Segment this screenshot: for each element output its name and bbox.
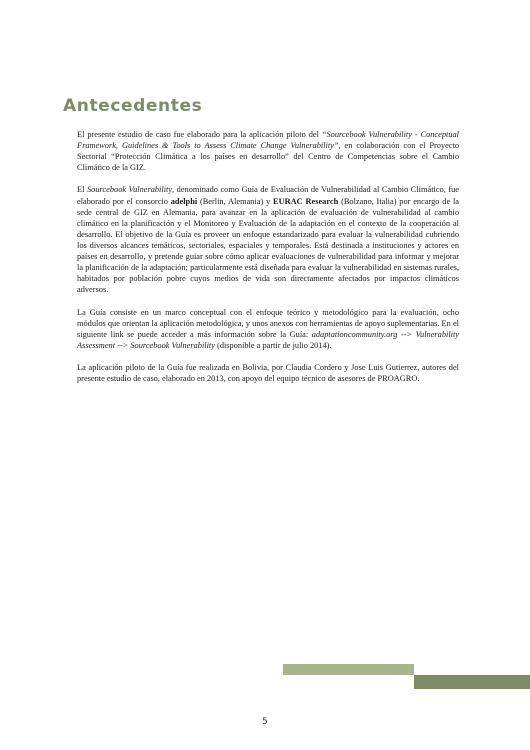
italic-text: “Sourcebook Vulnerability - Conceptual Framework, Guidelines & Tools to Assess Climate Change Vulnerability” <box>77 130 459 151</box>
paragraph-4: La aplicación piloto de la Guía fue realizada en Bolivia, por Claudia Cordero y Jose Luis Gutierrez, autores del presente estudio de caso, elaborado en 2013, con apoyo del equipo técnico de asesores de PROAGRO. <box>77 362 459 384</box>
paragraph-2: El Sourcebook Vulnerability, denominado como Guía de Evaluación de Vulnerabilidad al Cambio Climático, fue elaborado por el consorcio adelphi (Berlin, Alemania) y EURAC Research (Bolzano, Italia) por encargo de la sede central de GIZ en Alemania, para avanzar en la aplicación de evaluación de vulnerabilidad al cambio climático en la planificación y el Monitoreo y Evaluación de la adaptación en el contexto de la cooperación al desarrollo. El objetivo de la Guía es proveer un enfoque estandarizado para evaluar la vulnerabilidad cubriendo los diversos alcances temáticos, sectoriales, espaciales y temporales. Está destinada a instituciones y actores en países en desarrollo, y pretende guiar sobre cómo aplicar evaluaciones de vulnerabilidad para informar y mejorar la planificación de la adaptación; particularmente está diseñada para evaluar la vulnerabilidad en sistemas rurales, habitados por población pobre cuyos medios de vida son directamente afectados por impactos climáticos adversos. <box>77 185 459 295</box>
bold-text: EURAC Research <box>273 196 339 206</box>
italic-text: adaptationcommunity.org --> Vulnerability Assessment --> Sourcebook Vulnerability <box>77 329 459 350</box>
decorative-bar-dark <box>414 675 530 689</box>
decorative-bar-light <box>283 664 414 675</box>
body-text <box>77 129 459 395</box>
italic-text: Sourcebook Vulnerability <box>86 185 173 195</box>
paragraph-1: El presente estudio de caso fue elaborado para la aplicación piloto del “Sourcebook Vulnerability - Conceptual Framework, Guidelines & Tools to Assess Climate Change Vulnerability”, en colaboración con el Proyecto Sectorial “Protección Climática a los países en desarrollo” del Centro de Competencias sobre el Cambio Climático de la GIZ. <box>77 130 459 173</box>
section-heading: Antecedentes <box>63 96 203 116</box>
bold-text: adelphi <box>170 196 198 206</box>
page-number: 5 <box>262 717 268 727</box>
paragraph-3: La Guía consiste en un marco conceptual con el enfoque teórico y metodológico para la evaluación, ocho módulos que orientan la aplicación metodológica, y unos anexos con herramientas de apoyo suplementarias. En el siguiente link se puede acceder a más información sobre la Guía: adaptationcommunity.org --> Vulnerability Assessment --> Sourcebook Vulnerability (disponible a partir de julio 2014). <box>77 307 459 350</box>
